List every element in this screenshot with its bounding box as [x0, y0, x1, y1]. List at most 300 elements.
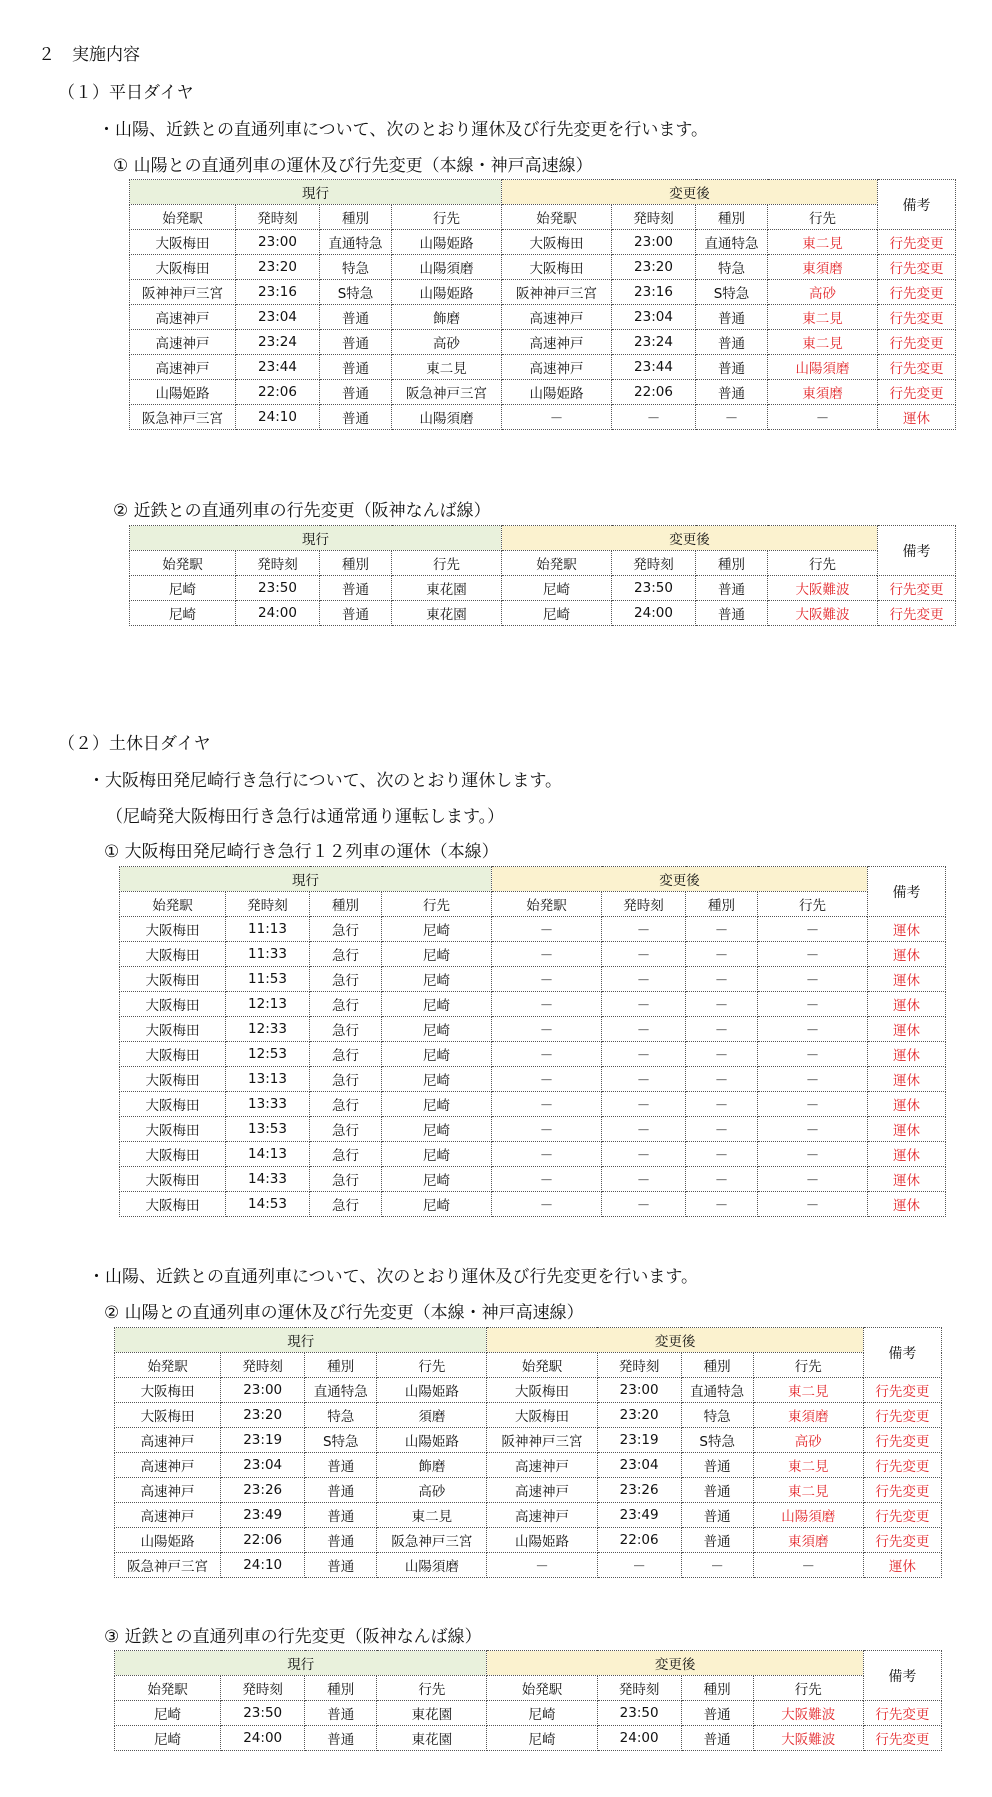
table-cell: 山陽姫路	[115, 1528, 221, 1553]
table-cell: 11:13	[226, 917, 310, 942]
weekday-bullet: ・山陽、近鉄との直通列車について、次のとおり運休及び行先変更を行います。	[98, 120, 708, 140]
table-cell: 高速神戸	[487, 1453, 597, 1478]
table-cell: 特急	[320, 255, 392, 280]
table-cell: 普通	[305, 1503, 377, 1528]
table-cell: 直通特急	[320, 230, 392, 255]
table-cell: 東花園	[377, 1726, 487, 1751]
table-cell: 山陽須磨	[392, 255, 502, 280]
holiday-table2-title: ② 山陽との直通列車の運休及び行先変更（本線・神戸高速線）	[104, 1303, 584, 1323]
current-header: 現行	[120, 867, 492, 892]
table-cell: －	[492, 1142, 602, 1167]
table-cell: 大阪梅田	[120, 1117, 226, 1142]
table-cell: 23:49	[221, 1503, 305, 1528]
table-cell: 普通	[320, 380, 392, 405]
table-cell: －	[487, 1553, 597, 1578]
column-header: 始発駅	[115, 1353, 221, 1378]
table-cell: －	[492, 1167, 602, 1192]
table-cell: 大阪梅田	[115, 1403, 221, 1428]
table-cell: 尼崎	[382, 1117, 492, 1142]
column-header: 始発駅	[120, 892, 226, 917]
table-cell: 東二見	[753, 1478, 863, 1503]
table-cell: 22:06	[236, 380, 320, 405]
table-row	[115, 1453, 942, 1478]
table-cell: 特急	[681, 1403, 753, 1428]
table-row	[120, 1092, 946, 1117]
table-cell: 阪急神戸三宮	[115, 1553, 221, 1578]
column-header-row	[115, 1353, 942, 1378]
after-header: 変更後	[487, 1651, 863, 1676]
table-cell: S特急	[696, 280, 768, 305]
table-cell: 山陽姫路	[487, 1528, 597, 1553]
table-cell: 行先変更	[878, 330, 956, 355]
table-cell: 運休	[868, 917, 946, 942]
table-cell: 直通特急	[681, 1378, 753, 1403]
table-cell: 大阪梅田	[120, 1167, 226, 1192]
table-cell: 山陽姫路	[392, 280, 502, 305]
table-cell: 運休	[863, 1553, 941, 1578]
after-header: 変更後	[502, 180, 878, 205]
table-cell: 東花園	[392, 601, 502, 626]
table-cell: 東二見	[753, 1453, 863, 1478]
table-cell: 22:06	[612, 380, 696, 405]
holiday-heading: （２）土休日ダイヤ	[58, 734, 211, 754]
table-cell: 普通	[681, 1503, 753, 1528]
table-cell: －	[602, 1192, 686, 1217]
table-cell: 高速神戸	[502, 355, 612, 380]
table-cell: 尼崎	[382, 1142, 492, 1167]
column-header-row	[120, 892, 946, 917]
table-cell: 普通	[305, 1478, 377, 1503]
table-cell: －	[602, 967, 686, 992]
table-cell: 高速神戸	[130, 355, 236, 380]
table-cell: －	[686, 992, 758, 1017]
table-cell: 大阪難波	[768, 601, 878, 626]
table-cell: 行先変更	[863, 1403, 941, 1428]
table-cell: －	[686, 1067, 758, 1092]
table-cell: 14:13	[226, 1142, 310, 1167]
table-cell: 急行	[310, 1067, 382, 1092]
after-header: 変更後	[487, 1328, 863, 1353]
table-cell: 大阪梅田	[120, 942, 226, 967]
group-header-row	[115, 1651, 942, 1676]
table-cell: 大阪梅田	[120, 1017, 226, 1042]
table-cell: 普通	[696, 576, 768, 601]
table-cell: 23:00	[236, 230, 320, 255]
table-cell: 急行	[310, 942, 382, 967]
table-cell: 高速神戸	[130, 330, 236, 355]
column-header-row	[115, 1676, 942, 1701]
table-cell: 高速神戸	[115, 1453, 221, 1478]
table-cell: 23:50	[236, 576, 320, 601]
holiday-table1-title: ① 大阪梅田発尼崎行き急行１２列車の運休（本線）	[104, 842, 499, 862]
note-header: 備考	[863, 1328, 941, 1378]
table-cell: 東花園	[377, 1701, 487, 1726]
table-cell: －	[686, 917, 758, 942]
table-cell: 尼崎	[487, 1726, 597, 1751]
table-cell: 行先変更	[863, 1528, 941, 1553]
column-header-row	[130, 205, 956, 230]
table-cell: 尼崎	[115, 1726, 221, 1751]
table-cell: 23:00	[221, 1378, 305, 1403]
table-cell: 普通	[320, 355, 392, 380]
table-cell: 行先変更	[878, 601, 956, 626]
table-cell: 尼崎	[487, 1701, 597, 1726]
table-cell: －	[686, 1092, 758, 1117]
weekday-sanyo-table	[129, 179, 956, 430]
table-cell: －	[753, 1553, 863, 1578]
table-cell: 大阪難波	[753, 1726, 863, 1751]
table-cell: 飾磨	[377, 1453, 487, 1478]
column-header: 行先	[382, 892, 492, 917]
table-cell: 東二見	[753, 1378, 863, 1403]
table-cell: 東花園	[392, 576, 502, 601]
table-cell: 東須磨	[753, 1528, 863, 1553]
table-cell: 大阪梅田	[120, 1142, 226, 1167]
column-header: 種別	[305, 1676, 377, 1701]
table-cell: 高砂	[377, 1478, 487, 1503]
column-header: 始発駅	[487, 1353, 597, 1378]
table-row	[130, 230, 956, 255]
table-cell: 行先変更	[878, 280, 956, 305]
table-row	[115, 1378, 942, 1403]
column-header: 発時刻	[221, 1676, 305, 1701]
table-cell: 普通	[696, 601, 768, 626]
table-cell: 急行	[310, 967, 382, 992]
table-cell: －	[758, 1117, 868, 1142]
table-row	[130, 280, 956, 305]
table-cell: S特急	[305, 1428, 377, 1453]
table-cell: 行先変更	[863, 1701, 941, 1726]
column-header: 種別	[696, 205, 768, 230]
table-cell: 大阪梅田	[120, 967, 226, 992]
table-cell: 高速神戸	[502, 305, 612, 330]
table-cell: 大阪梅田	[487, 1403, 597, 1428]
column-header: 発時刻	[612, 551, 696, 576]
table-cell: －	[758, 1017, 868, 1042]
table-cell: 東二見	[768, 230, 878, 255]
column-header: 行先	[753, 1353, 863, 1378]
table-row	[115, 1478, 942, 1503]
table-cell: 運休	[868, 1167, 946, 1192]
table-cell: 普通	[305, 1528, 377, 1553]
table-cell: 大阪梅田	[502, 255, 612, 280]
table-cell: 13:33	[226, 1092, 310, 1117]
table-cell: －	[602, 1017, 686, 1042]
table-cell: －	[758, 1142, 868, 1167]
table-cell: －	[768, 405, 878, 430]
table-row	[115, 1528, 942, 1553]
column-header: 種別	[686, 892, 758, 917]
current-header: 現行	[130, 526, 502, 551]
table-cell: 尼崎	[382, 967, 492, 992]
table-cell: －	[686, 1142, 758, 1167]
column-header: 発時刻	[597, 1676, 681, 1701]
table-row	[115, 1503, 942, 1528]
table-cell: 運休	[868, 967, 946, 992]
table-cell: 特急	[305, 1403, 377, 1428]
table-cell: 普通	[305, 1553, 377, 1578]
table-row	[130, 576, 956, 601]
table-cell: 23:16	[236, 280, 320, 305]
table-cell: 山陽須磨	[768, 355, 878, 380]
group-header-row	[120, 867, 946, 892]
table-cell: 山陽姫路	[377, 1428, 487, 1453]
table-cell: 急行	[310, 1042, 382, 1067]
table-cell: 特急	[696, 255, 768, 280]
table-cell: 行先変更	[863, 1453, 941, 1478]
table-cell: 普通	[305, 1701, 377, 1726]
table-row	[130, 405, 956, 430]
group-header-row	[115, 1328, 942, 1353]
holiday-sub1: （尼崎発大阪梅田行き急行は通常通り運転します。）	[106, 807, 505, 827]
table-cell: 11:33	[226, 942, 310, 967]
table-cell: 行先変更	[863, 1378, 941, 1403]
table-cell: 大阪梅田	[120, 1067, 226, 1092]
table-cell: 山陽姫路	[502, 380, 612, 405]
table-cell: －	[681, 1553, 753, 1578]
column-header: 行先	[392, 205, 502, 230]
table-cell: 普通	[681, 1701, 753, 1726]
table-cell: 23:04	[236, 305, 320, 330]
table-cell: 高砂	[392, 330, 502, 355]
table-cell: 24:00	[221, 1726, 305, 1751]
table-cell: 普通	[681, 1453, 753, 1478]
table-cell: 運休	[868, 1017, 946, 1042]
table-cell: 山陽姫路	[392, 230, 502, 255]
table-cell: 急行	[310, 917, 382, 942]
table-cell: 急行	[310, 1192, 382, 1217]
table-cell: －	[492, 1192, 602, 1217]
table-cell: 行先変更	[878, 355, 956, 380]
table-cell: －	[758, 1042, 868, 1067]
table-row	[120, 992, 946, 1017]
table-cell: 23:20	[236, 255, 320, 280]
table-row	[115, 1403, 942, 1428]
table-cell: －	[602, 1167, 686, 1192]
table-cell: 普通	[305, 1453, 377, 1478]
table-cell: 尼崎	[130, 601, 236, 626]
holiday-express-table	[119, 866, 946, 1217]
column-header: 種別	[310, 892, 382, 917]
column-header: 始発駅	[492, 892, 602, 917]
table-cell: 14:53	[226, 1192, 310, 1217]
table-cell: 飾磨	[392, 305, 502, 330]
note-header: 備考	[863, 1651, 941, 1701]
table-cell: 運休	[878, 405, 956, 430]
table-row	[120, 1117, 946, 1142]
table-cell: 運休	[868, 1092, 946, 1117]
table-cell: 尼崎	[382, 1017, 492, 1042]
table-cell: 尼崎	[502, 576, 612, 601]
table-row	[130, 305, 956, 330]
holiday-bullet2: ・山陽、近鉄との直通列車について、次のとおり運休及び行先変更を行います。	[88, 1267, 698, 1287]
table-cell: 24:10	[221, 1553, 305, 1578]
table-cell: 運休	[868, 942, 946, 967]
table-cell: 普通	[696, 380, 768, 405]
table-cell: 23:04	[221, 1453, 305, 1478]
table-cell: －	[602, 1142, 686, 1167]
column-header: 行先	[377, 1676, 487, 1701]
table-cell: 23:04	[612, 305, 696, 330]
table-cell: －	[492, 917, 602, 942]
table-cell: 普通	[681, 1528, 753, 1553]
table-cell: 阪神神戸三宮	[502, 280, 612, 305]
table-cell: －	[492, 992, 602, 1017]
note-header: 備考	[878, 180, 956, 230]
table-cell: 東須磨	[753, 1403, 863, 1428]
column-header: 行先	[758, 892, 868, 917]
table-cell: 高速神戸	[115, 1503, 221, 1528]
table-cell: 普通	[696, 355, 768, 380]
table-cell: S特急	[320, 280, 392, 305]
column-header: 発時刻	[597, 1353, 681, 1378]
table-cell: 普通	[305, 1726, 377, 1751]
table-cell: 阪神神戸三宮	[130, 280, 236, 305]
table-cell: 普通	[320, 405, 392, 430]
column-header: 発時刻	[236, 205, 320, 230]
table-row	[115, 1726, 942, 1751]
table-cell: 大阪梅田	[120, 992, 226, 1017]
table-cell: －	[758, 917, 868, 942]
column-header: 種別	[320, 205, 392, 230]
table-row	[120, 1017, 946, 1042]
table-cell: 大阪梅田	[487, 1378, 597, 1403]
table-cell: 行先変更	[878, 230, 956, 255]
column-header: 発時刻	[602, 892, 686, 917]
table-cell: 23:26	[221, 1478, 305, 1503]
table-cell: 直通特急	[696, 230, 768, 255]
holiday-bullet1: ・大阪梅田発尼崎行き急行について、次のとおり運休します。	[88, 771, 562, 791]
table-cell: 運休	[868, 1042, 946, 1067]
table-cell: 阪急神戸三宮	[130, 405, 236, 430]
table-cell: －	[492, 1042, 602, 1067]
after-header: 変更後	[492, 867, 868, 892]
table-cell: －	[696, 405, 768, 430]
table-cell: －	[492, 1092, 602, 1117]
table-row	[120, 1167, 946, 1192]
table-cell: 23:49	[597, 1503, 681, 1528]
table-cell: 普通	[320, 601, 392, 626]
table-cell: 東二見	[392, 355, 502, 380]
weekday-heading: （１）平日ダイヤ	[58, 83, 194, 103]
table-cell: －	[492, 1017, 602, 1042]
table-cell: 東二見	[768, 330, 878, 355]
table-row	[130, 601, 956, 626]
table-cell: 急行	[310, 1092, 382, 1117]
table-cell: －	[602, 1092, 686, 1117]
table-cell: 23:16	[612, 280, 696, 305]
table-cell: 12:33	[226, 1017, 310, 1042]
table-cell: 高速神戸	[115, 1478, 221, 1503]
table-cell: 行先変更	[878, 576, 956, 601]
table-cell: －	[686, 967, 758, 992]
table-row	[115, 1701, 942, 1726]
column-header: 行先	[768, 205, 878, 230]
table-cell: －	[602, 917, 686, 942]
table-cell: 行先変更	[878, 380, 956, 405]
table-cell: －	[758, 1167, 868, 1192]
holiday-table3-title: ③ 近鉄との直通列車の行先変更（阪神なんば線）	[104, 1627, 482, 1647]
table-cell: －	[758, 1092, 868, 1117]
table-cell: 急行	[310, 1017, 382, 1042]
table-cell: 行先変更	[878, 255, 956, 280]
table-row	[115, 1428, 942, 1453]
table-cell: 尼崎	[382, 942, 492, 967]
table-cell: 尼崎	[382, 1167, 492, 1192]
table-cell: －	[492, 967, 602, 992]
table-cell: 22:06	[221, 1528, 305, 1553]
table-cell: 尼崎	[382, 1067, 492, 1092]
column-header: 発時刻	[612, 205, 696, 230]
table-cell: 23:20	[221, 1403, 305, 1428]
table-cell: －	[597, 1553, 681, 1578]
table-cell: －	[686, 1117, 758, 1142]
current-header: 現行	[115, 1328, 487, 1353]
table-cell: 東二見	[377, 1503, 487, 1528]
table-cell: －	[686, 1167, 758, 1192]
table-cell: 普通	[320, 576, 392, 601]
table-cell: －	[492, 1117, 602, 1142]
column-header: 始発駅	[502, 551, 612, 576]
table-cell: 尼崎	[382, 1042, 492, 1067]
table-cell: 24:00	[236, 601, 320, 626]
table-cell: 行先変更	[878, 305, 956, 330]
table-cell: 運休	[868, 1192, 946, 1217]
table-cell: 23:19	[221, 1428, 305, 1453]
table-row	[120, 967, 946, 992]
table-cell: 急行	[310, 1167, 382, 1192]
table-cell: 23:20	[597, 1403, 681, 1428]
table-cell: 急行	[310, 1117, 382, 1142]
table-cell: 23:50	[597, 1701, 681, 1726]
table-cell: 行先変更	[863, 1503, 941, 1528]
table-cell: 普通	[320, 305, 392, 330]
table-cell: 東二見	[768, 305, 878, 330]
table-cell: 運休	[868, 1142, 946, 1167]
column-header: 始発駅	[502, 205, 612, 230]
table-cell: 大阪梅田	[130, 255, 236, 280]
table-cell: 大阪梅田	[120, 1042, 226, 1067]
table-row	[130, 255, 956, 280]
table-cell: －	[602, 942, 686, 967]
table-cell: 阪急神戸三宮	[392, 380, 502, 405]
column-header: 始発駅	[115, 1676, 221, 1701]
table-cell: 運休	[868, 1117, 946, 1142]
after-header: 変更後	[502, 526, 878, 551]
column-header: 行先	[768, 551, 878, 576]
table-cell: 阪神神戸三宮	[487, 1428, 597, 1453]
section-title: ２ 実施内容	[38, 45, 140, 65]
table-row	[120, 1192, 946, 1217]
table-cell: 23:24	[236, 330, 320, 355]
table-cell: 普通	[696, 305, 768, 330]
column-header-row	[130, 551, 956, 576]
table-cell: 大阪梅田	[502, 230, 612, 255]
column-header: 行先	[377, 1353, 487, 1378]
table-cell: 普通	[320, 330, 392, 355]
table-cell: －	[686, 1192, 758, 1217]
table-cell: 山陽姫路	[377, 1378, 487, 1403]
table-cell: 普通	[696, 330, 768, 355]
column-header: 行先	[392, 551, 502, 576]
table-cell: 23:44	[236, 355, 320, 380]
note-header: 備考	[878, 526, 956, 576]
table-cell: －	[502, 405, 612, 430]
table-cell: 普通	[681, 1726, 753, 1751]
table-row	[120, 1067, 946, 1092]
note-header: 備考	[868, 867, 946, 917]
table-cell: －	[602, 1042, 686, 1067]
